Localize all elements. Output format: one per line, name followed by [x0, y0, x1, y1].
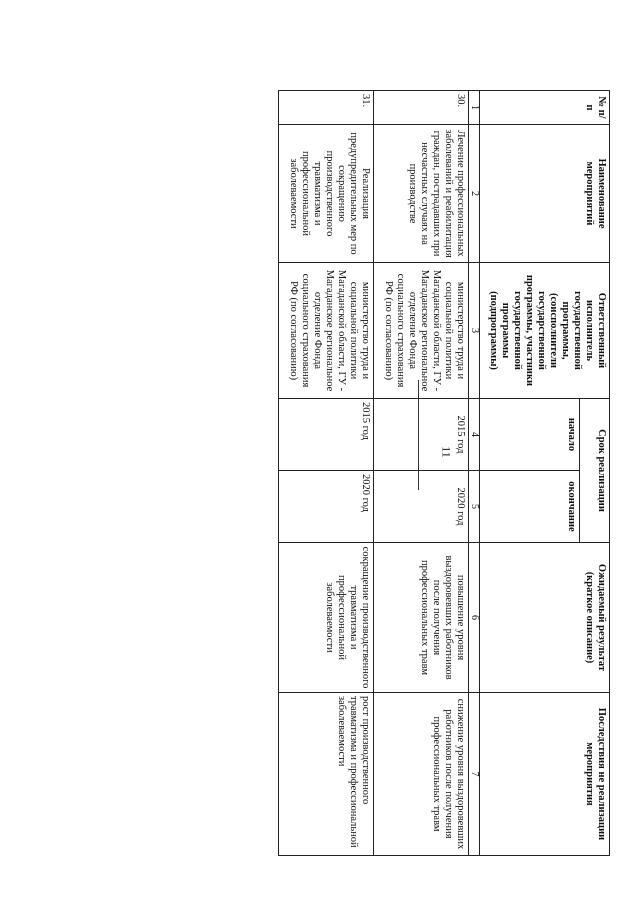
header-end: окончание — [480, 471, 580, 543]
header-result: Ожидаемый результат (краткое описание) — [480, 543, 610, 693]
row-start: 2015 год — [374, 399, 469, 471]
row-name: Лечение профессиональных заболеваний и реабилитация граждан, пострадавших при несчастных случаях на производстве — [374, 125, 469, 263]
header-start: начало — [480, 399, 580, 471]
page-number: 11 — [439, 446, 454, 458]
header-period: Срок реализации — [580, 399, 610, 543]
rotated-page — [35, 90, 610, 855]
row-end: 2020 год — [374, 471, 469, 543]
col-number: 2 — [469, 125, 480, 263]
col-number: 7 — [469, 693, 480, 856]
row-result: сокращение производственного травматизма и профессиональной заболеваемости — [279, 543, 374, 693]
col-number: 4 — [469, 399, 480, 471]
row-name: Реализация предупредительных мер по сокращению производственного травматизма и профессиональной заболеваемости — [279, 125, 374, 263]
col-number: 5 — [469, 471, 480, 543]
row-num: 31. — [279, 91, 374, 125]
row-executor: министерство труда и социальной политики Магаданской области, ГУ - Магаданское региональное отделение Фонда социального страхования РФ (по согласованию) — [374, 263, 469, 399]
col-number: 1 — [469, 91, 480, 125]
row-executor: министерство труда и социальной политики Магаданской области, ГУ - Магаданское региональное отделение Фонда социального страхования РФ (по согласованию) — [279, 263, 374, 399]
header-consequence: Последствия не реализации мероприятия — [480, 693, 610, 856]
row-consequence: снижение уровня выздоровевших работников после получения профессиональных травм — [374, 693, 469, 856]
row-end: 2020 год — [279, 471, 374, 543]
row-start: 2015 год — [279, 399, 374, 471]
col-number: 3 — [469, 263, 480, 399]
table-row — [374, 91, 469, 856]
header-name: Наименование мероприятий — [480, 125, 610, 263]
header-executor: Ответственный исполнитель государственной программы, (соисполнители государственной программы, участники государственной программы (подпрограммы) — [480, 263, 610, 399]
header-num: № п/п — [480, 91, 610, 125]
row-result: повышение уровня выздоровевших работников после получения профессиональных травм — [374, 543, 469, 693]
activities-table — [278, 90, 610, 856]
col-number: 6 — [469, 543, 480, 693]
table-row — [279, 91, 374, 856]
row-num: 30. — [374, 91, 469, 125]
row-consequence: рост производственного травматизма и профессиональной заболеваемости — [279, 693, 374, 856]
